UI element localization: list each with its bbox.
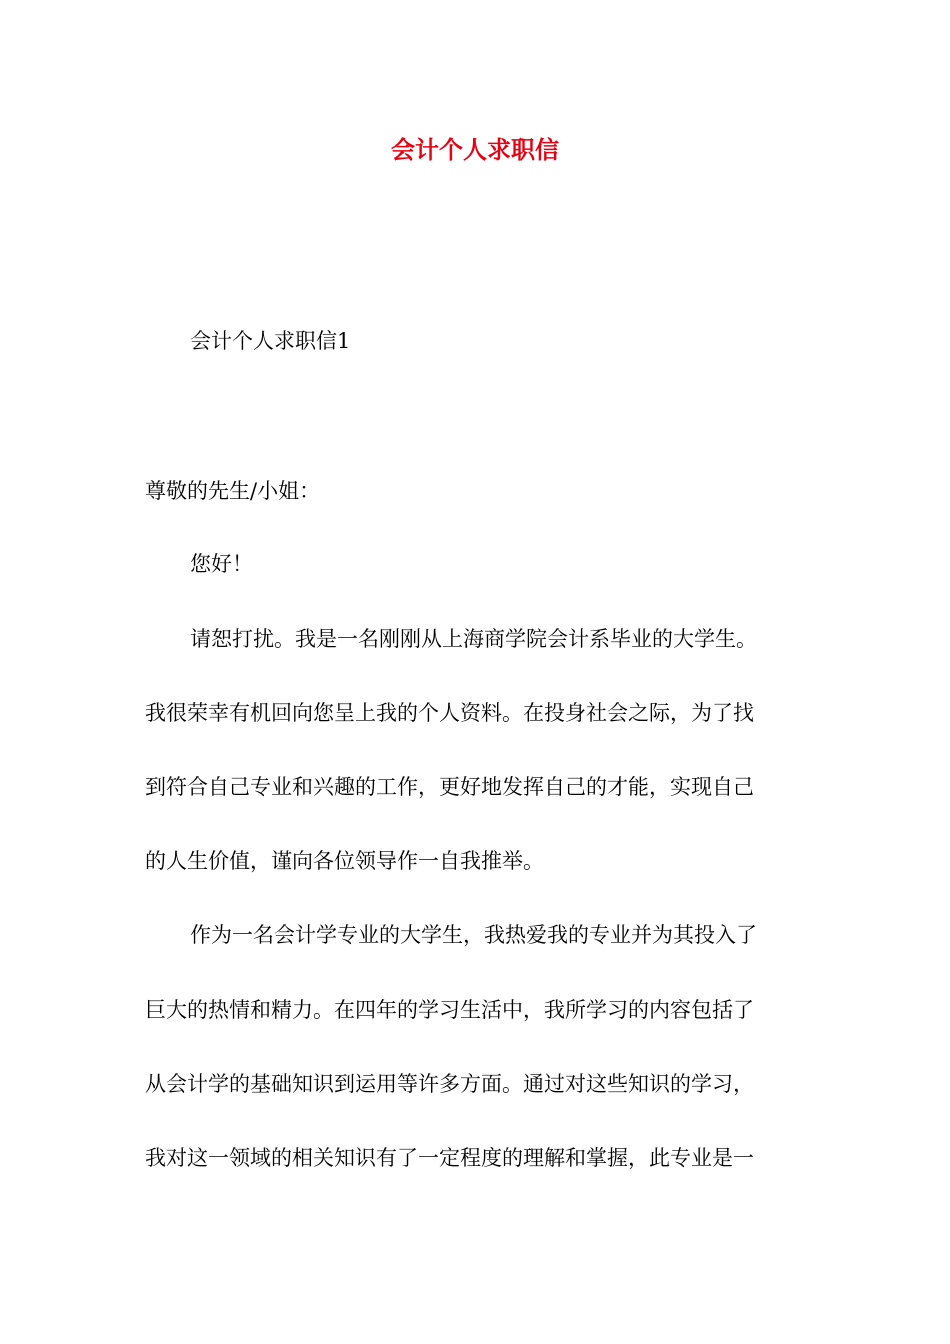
greeting: 您好！ [190, 552, 253, 576]
paragraph-line: 巨大的热情和精力。在四年的学习生活中，我所学习的内容包括了 [145, 998, 754, 1022]
paragraph-line: 的人生价值，谨向各位领导作一自我推举。 [145, 849, 544, 873]
paragraph-line: 我很荣幸有机回向您呈上我的个人资料。在投身社会之际，为了找 [145, 701, 754, 725]
salutation: 尊敬的先生/小姐： [145, 479, 321, 503]
paragraph-line: 请恕打扰。我是一名刚刚从上海商学院会计系毕业的大学生。 [190, 627, 757, 651]
paragraph-line: 作为一名会计学专业的大学生，我热爱我的专业并为其投入了 [190, 923, 757, 947]
section-heading: 会计个人求职信1 [190, 329, 351, 353]
document-title: 会计个人求职信 [391, 135, 559, 164]
paragraph-line: 我对这一领域的相关知识有了一定程度的理解和掌握，此专业是一 [145, 1146, 754, 1170]
paragraph-line: 从会计学的基础知识到运用等许多方面。通过对这些知识的学习， [145, 1072, 754, 1096]
paragraph-line: 到符合自己专业和兴趣的工作，更好地发挥自己的才能，实现自己 [145, 775, 754, 799]
